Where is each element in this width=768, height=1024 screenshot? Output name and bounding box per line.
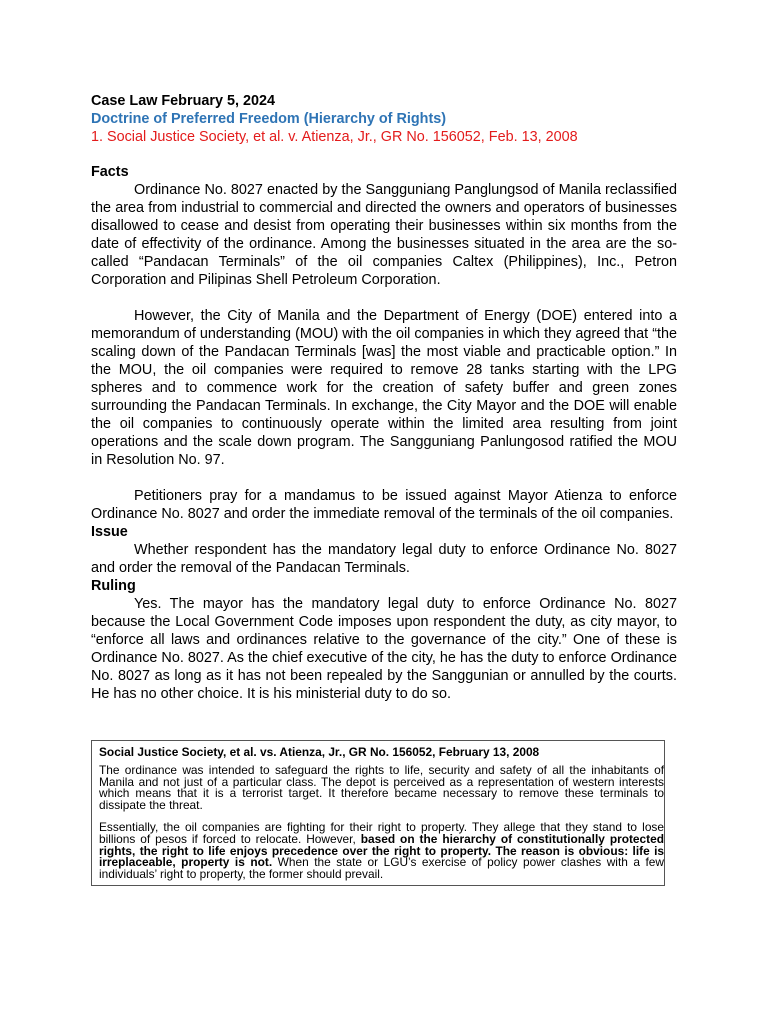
document-title: Case Law February 5, 2024	[91, 93, 275, 109]
facts-paragraph-1: Ordinance No. 8027 enacted by the Sangguniang Panglungsod of Manila reclassified the area from industrial to commercial and directed the owners and operators of businesses disallowed to cease and desist from operating their businesses within six months from the date of effectivity of the ordinance. Among the businesses situated in the area are the so-called “Pandacan Terminals” of the oil companies Caltex (Philippines), Inc., Petron Corporation and Pilipinas Shell Petroleum Corporation.	[91, 182, 677, 288]
facts-paragraph-2: However, the City of Manila and the Department of Energy (DOE) entered into a memorandum of understanding (MOU) with the oil companies in which they agreed that “the scaling down of the Pandacan Terminals [was] the most viable and practicable option.” In the MOU, the oil companies were required to remove 28 tanks starting with the LPG spheres and to commence work for the creation of safety buffer and green zones surrounding the Pandacan Terminals. In exchange, the City Mayor and the DOE will enable the oil companies to continuously operate within the limited area resulting from joint operations and the scale down program. The Sangguniang Panlungosod ratified the MOU in Resolution No. 97.	[91, 308, 677, 468]
excerpt-paragraph-1: The ordinance was intended to safeguard the rights to life, security and safety of all the inhabitants of Manila and not just of a particular class. The depot is perceived as a representation of western interests which means that it is a terrorist target. It therefore became necessary to remove these terminals to dissipate the threat.	[99, 762, 664, 813]
facts-paragraph-3: Petitioners pray for a mandamus to be issued against Mayor Atienza to enforce Ordinance No. 8027 and order the immediate removal of the terminals of the oil companies.	[91, 488, 677, 522]
issue-heading: Issue	[91, 524, 128, 540]
paragraph-spacer	[91, 289, 677, 307]
excerpt-title: Social Justice Society, et al. vs. Atienza, Jr., GR No. 156052, February 13, 2008	[99, 745, 540, 759]
excerpt-paragraph-2-lead: Essentially, the oil companies are fighting for their right to property. They allege that they stand to lose billions of pesos if forced to relocate. However,	[99, 819, 664, 846]
case-citation: 1. Social Justice Society, et al. v. Atienza, Jr., GR No. 156052, Feb. 13, 2008	[91, 129, 578, 145]
ruling-paragraph: Yes. The mayor has the mandatory legal duty to enforce Ordinance No. 8027 because the Local Government Code imposes upon respondent the duty, as city mayor, to “enforce all laws and ordinances relative to the governance of the city.” One of these is Ordinance No. 8027. As the chief executive of the city, he has the duty to enforce Ordinance No. 8027 as long as it has not been repealed by the Sanggunian or annulled by the courts. He has no other choice. It is his ministerial duty to do so.	[91, 596, 677, 702]
excerpt-paragraph-2-tail: When the state or LGU’s exercise of policy power clashes with a few individuals’ right to property, the former should prevail.	[99, 855, 664, 882]
excerpt-paragraph-2	[99, 819, 664, 882]
facts-heading: Facts	[91, 164, 129, 180]
case-excerpt-box	[91, 740, 665, 886]
doctrine-heading: Doctrine of Preferred Freedom (Hierarchy of Rights)	[91, 111, 447, 127]
ruling-heading: Ruling	[91, 578, 136, 594]
paragraph-spacer	[91, 469, 677, 487]
document-body	[91, 92, 677, 703]
excerpt-paragraph-2-emphasis: based on the hierarchy of constitutionally protected rights, the right to life enjoys precedence over the right to property. The reason is obvious: life is irreplaceable, property is not.	[99, 831, 664, 870]
issue-paragraph: Whether respondent has the mandatory legal duty to enforce Ordinance No. 8027 and order the removal of the Pandacan Terminals.	[91, 542, 677, 576]
